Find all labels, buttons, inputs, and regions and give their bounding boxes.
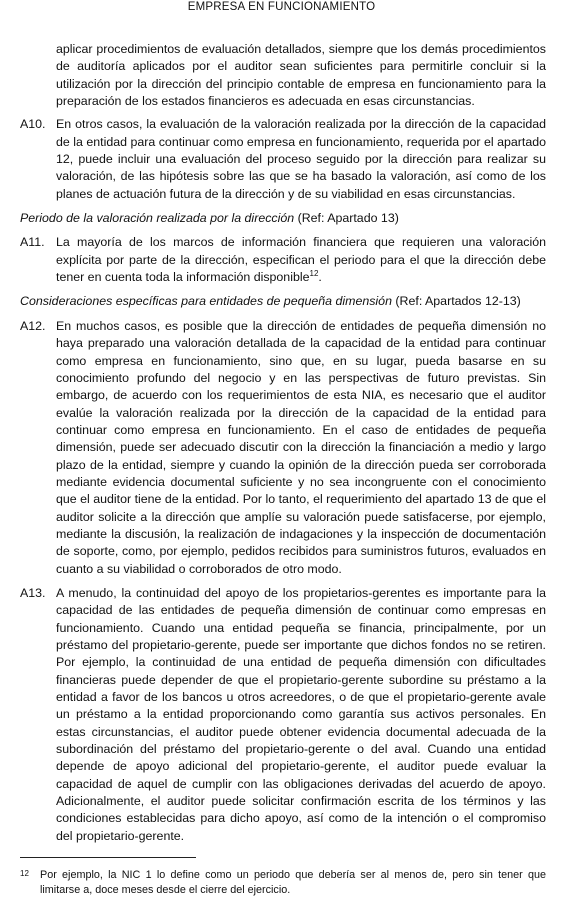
footnote-number: 12 (20, 869, 29, 878)
subheading-ref: (Ref: Apartado 13) (294, 211, 399, 226)
subheading-title: Periodo de la valoración realizada por la dirección (20, 211, 295, 226)
paragraph-a10 (20, 116, 546, 203)
paragraph-number: A11. (20, 235, 45, 250)
paragraph-number: A10. (20, 117, 46, 132)
subheading-title: Consideraciones específicas para entidades de pequeña dimensión (20, 294, 392, 309)
footnote (20, 868, 546, 898)
paragraph-a13 (20, 585, 546, 845)
subheading-small-entities (20, 293, 546, 310)
paragraph-a12 (20, 318, 546, 578)
body-text (20, 41, 546, 852)
running-header: EMPRESA EN FUNCIONAMIENTO (187, 1, 376, 13)
subheading-ref: (Ref: Apartados 12-13) (391, 294, 521, 309)
paragraph-number: A13. (20, 585, 46, 600)
paragraph-end: . (318, 270, 322, 285)
paragraph-text-wrapper (56, 234, 546, 286)
paragraph-text: En otros casos, la evaluación de la valoración realizada por la dirección de la capacidad de la entidad para continuar como empresa en funcionamiento, requerida por el apartado 12, puede incluir una evaluación del proceso seguido por la dirección para realizar su valoración, de las hipótesis sobre las que se ha basado la valoración, así como de los planes de actuación futura de la dirección y de su viabilidad en esas circunstancias. (56, 117, 546, 201)
subheading-valuation-period (20, 210, 546, 227)
footnote-text: Por ejemplo, la NIC 1 lo define como un periodo que debería ser al menos de, pero sin tener que limitarse a, doce meses desde el cierre del ejercicio. (40, 869, 546, 896)
paragraph-a11 (20, 234, 546, 286)
paragraph-text: A menudo, la continuidad del apoyo de los propietarios-gerentes es importante para la capacidad de las entidades de pequeña dimensión de continuar como empresas en funcionamiento. Cuando una entidad pequeña se financia, principalmente, por un préstamo del propietario-gerente, puede ser importante que dichos fondos no se retiren. Por ejemplo, la continuidad de una entidad de pequeña dimensión con dificultades financieras puede depender de que el propietario-gerente subordine su préstamo a la entidad a favor de los bancos u otros acreedores, o de que el propietario-gerente avale un préstamo a la entidad proporcionando como garantía sus activos personales. En estas circunstancias, el auditor puede obtener evidencia documental adecuada de la subordinación del préstamo del propietario-gerente o del aval. Cuando una entidad depende de apoyo adicional del propietario-gerente, el auditor puede evaluar la capacidad de aquel de cumplir con las obligaciones derivadas del acuerdo de apoyo. Adicionalmente, el auditor puede solicitar confirmación escrita de los términos y las condiciones establecidas para dicho apoyo, así como de la intención o el compromiso del propietario-gerente. (56, 585, 546, 843)
paragraph-text: En muchos casos, es posible que la dirección de entidades de pequeña dimensión no haya preparado una valoración detallada de la capacidad de la entidad para continuar como empresa en funcionamiento, sino que, en su lugar, pueda basarse en su conocimiento profundo del negocio y en las perspectivas de futuro previstas. Sin embargo, de acuerdo con los requerimientos de esta NIA, es necesario que el auditor evalúe la valoración realizada por la dirección de la capacidad de la entidad para continuar como empresa en funcionamiento. En el caso de entidades de pequeña dimensión, puede ser adecuado discutir con la dirección la financiación a medio y largo plazo de la entidad, siempre y cuando la opinión de la dirección pueda ser corroborada mediante evidencia documental suficiente y no sea incongruente con el conocimiento que el auditor tiene de la entidad. Por lo tanto, el requerimiento del apartado 13 de que el auditor solicite a la dirección que amplíe su valoración puede satisfacerse, por ejemplo, mediante la discusión, la realización de indagaciones y la inspección de documentación de soporte, como, por ejemplo, pedidos recibidos para suministros futuros, evaluados en cuanto a su viabilidad o corroborados de otro modo. (56, 318, 546, 576)
paragraph-text: La mayoría de los marcos de información financiera que requieren una valoración explícita por parte de la dirección, especifican el periodo para el que la dirección debe tener en cuenta toda la información disponible (56, 235, 546, 285)
footnote-separator (20, 857, 196, 858)
footnote-reference[interactable]: 12 (309, 269, 319, 278)
paragraph-number: A12. (20, 318, 46, 333)
continuation-paragraph: aplicar procedimientos de evaluación detallados, siempre que los demás procedimientos de auditoría aplicados por el auditor sean suficientes para permitirle concluir si la utilización por la dirección del principio contable de empresa en funcionamiento para la preparación de los estados financieros es adecuada en esas circunstancias. (56, 42, 546, 109)
